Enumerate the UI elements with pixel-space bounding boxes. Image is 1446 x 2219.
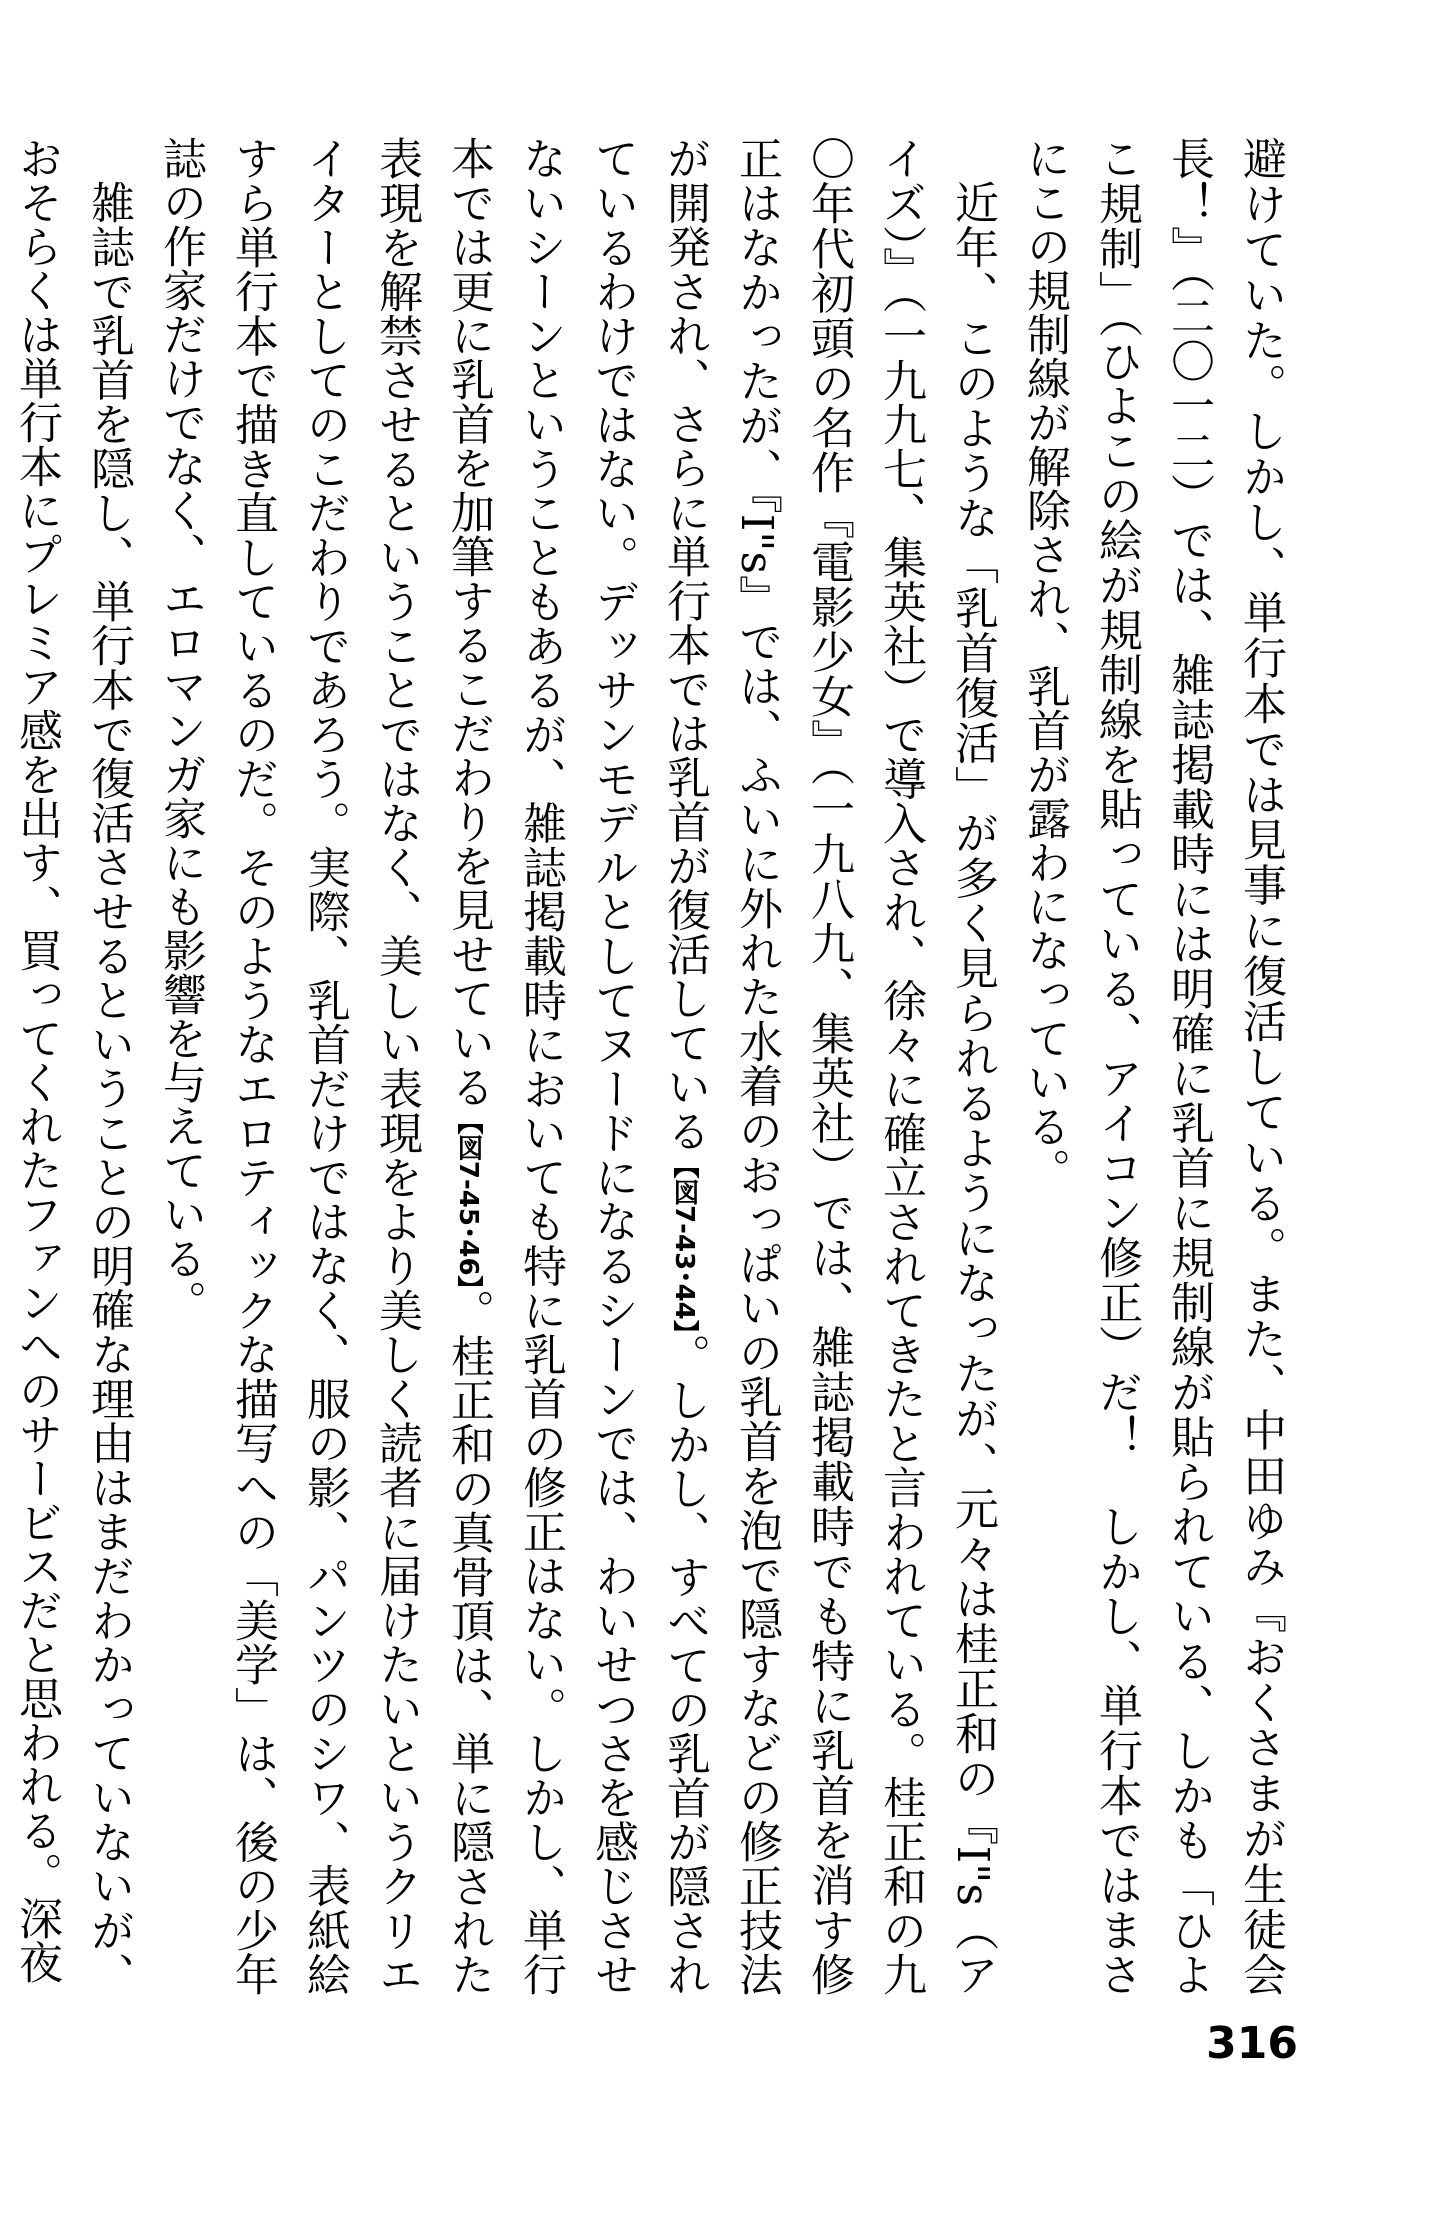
page-number: 316 (1206, 2018, 1298, 2069)
text-segment: 雑誌で乳首を隠し、単行本で復活させるということの明確な理由はまだわかっていないが、おそらくは単行本にプレミア感を出す、買ってくれたファンへのサービスだと思われる。深夜 (11, 136, 134, 1996)
paragraph (144, 136, 1008, 1996)
text-segment: 避けていた。しかし、単行本では見事に復活している。また、中田ゆみ『おくさまが生徒会長！』（二〇一二）では、雑誌掲載時には明確に乳首に規制線が貼られている、しかも「ひよこ規制」（ひよこの絵が規制線を貼っている、アイコン修正）だ！ しかし、単行本ではまさにこの規制線が解除され、乳首が露わになっている。 (1019, 136, 1286, 1997)
text-segment: 。桂正和の真骨頂は、単に隠された表現を解禁させるということではなく、美しい表現をより美しく読者に届けたいというクリエイターとしてのこだわりであろう。実際、乳首だけではなく、服の影、パンツのシワ、表紙絵すら単行本で描き直しているのだ。そのようなエロティックな描写への「美学」は、後の少年誌の作家だけでなく、エロマンガ家にも影響を与えている。 (155, 136, 494, 1997)
paragraph (0, 136, 144, 1996)
text-segment: 。しかし、すべての乳首が隠されているわけではない。デッサンモデルとしてヌードになるシーンでは、わいせつさを感じさせないシーンということもあるが、雑誌掲載時においても特に乳首の修正はない。しかし、単行本では更に乳首を加筆するこだわりを見せている (443, 136, 710, 1997)
paragraph (1008, 136, 1296, 1996)
figure-reference: 【図7-45･46】 (453, 1108, 483, 1289)
text-segment: 近年、このような「乳首復活」が多く見られるようになったが、元々は桂正和の『I"s（アイズ）』（一九九七、集英社）で導入され、徐々に確立されてきたと言われている。桂正和の九〇年代初頭の名作『電影少女』（一九八九、集英社）では、雑誌掲載時でも特に乳首を消す修正はなかったが、『I"s』では、ふいに外れた水着のおっぱいの乳首を泡で隠すなどの修正技法が開発され、さらに単行本では乳首が復活している (659, 136, 998, 1996)
body-text (11, 136, 1296, 1997)
figure-reference: 【図7-43･44】 (669, 1152, 699, 1334)
